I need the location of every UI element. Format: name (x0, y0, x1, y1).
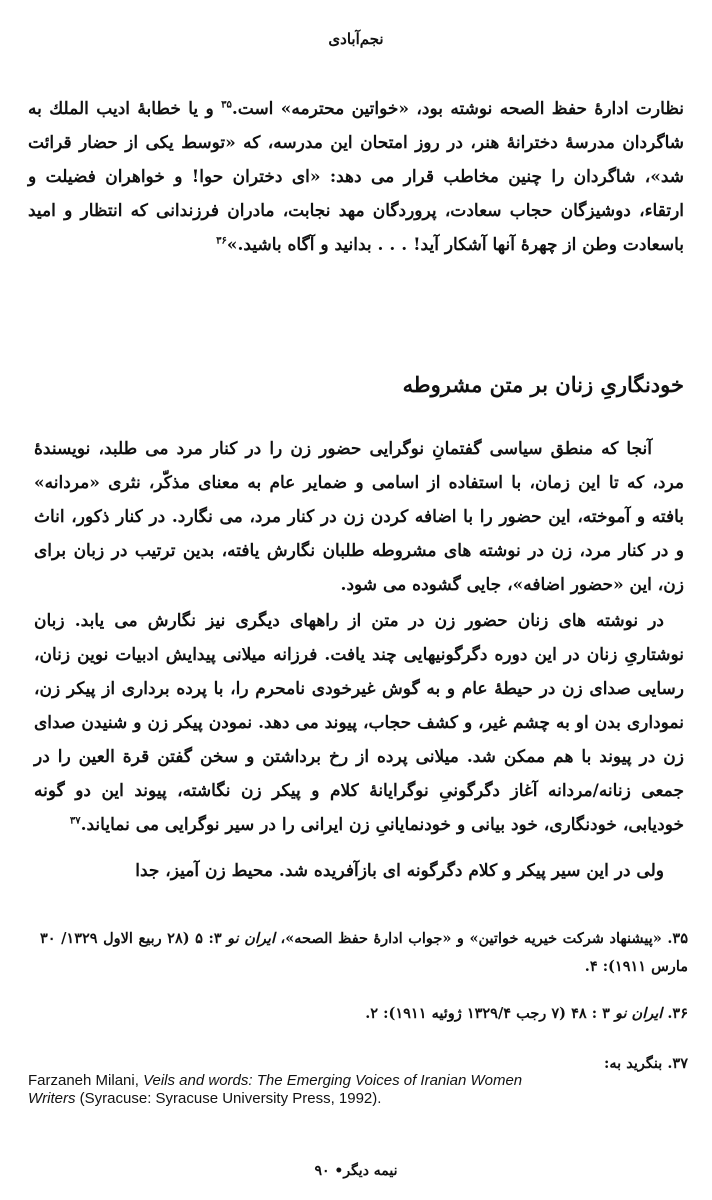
footnote-35 (40, 925, 688, 981)
footnote-37-citation (28, 1072, 548, 1108)
paragraph-4: ولی در این سیر پیكر و كلام دگرگونه ای بازآفریده شد. محیط زن آمیز، جدا (135, 861, 664, 881)
footnote-37: ۳۷. بنگرید به: (604, 1055, 688, 1072)
footnote-ref-37: ۳۷ (69, 815, 81, 827)
footnote-36-journal: ایران نو (614, 1005, 663, 1022)
citation-publisher: (Syracuse: Syracuse University Press, 1992). (75, 1090, 382, 1107)
section-heading: خودنگاریِ زنان بر متن مشروطه (402, 372, 684, 397)
footnote-ref-35: ۳۵ (221, 99, 232, 111)
footnote-35-text-b: ۳: ۵ (۲۸ ربیع الاول ۱۳۲۹/ ۳۰ مارس ۱۹۱۱): ۴. (40, 930, 688, 975)
footnote-35-text-a: ۳۵. «پیشنهاد شركت خیریه خواتین» و «جواب ادارهٔ حفظ الصحه»، (274, 930, 688, 947)
paragraph-3-text: در نوشته های زنان حضور زن در متن از راههای دیگری نیز نگارش می یابد. زبان نوشتاریِ زنان در این دوره دگرگونیهایی چند یافت. فرزانه میلانی پیدایش ادبیات نوین زنان، رسایی صدای زن در حیطهٔ عام و به گوش غیرخودی نامحرم را، با پرده برداری از پیكر زن، نموداری بدن او به چشم غیر، و كشف حجاب، پیوند می دهد. نمودن پیكر زن و شنیدن صدای زن در پیوند با هم ممكن شد. میلانی پرده از رخ برداشتن و سخن گفتن قرة العین را در جمعی زنانه/مردانه آغاز دگرگونیِ نوگرایانهٔ كلام و پیكر زن نگاشته، پیوند این دو گونه خودیابی، خودنگاری، خود بیانی و خودنمایانیِ زن ایرانی را در سیر نوگرایی می نمایاند. (34, 611, 684, 835)
footnote-35-journal: ایران نو (227, 930, 275, 947)
citation-author: Farzaneh Milani, (28, 1072, 144, 1089)
running-header: نجم‌آبادی (328, 30, 384, 48)
page-footer: نیمه دیگر• ۹۰ (314, 1163, 398, 1179)
footnote-36 (40, 1000, 688, 1028)
paragraph-2: آنجا كه منطق سیاسی گفتمانِ نوگرایی حضور زن را در كنار مرد می طلبد، نویسندهٔ مرد، كه تا این زمان، با استفاده از اسامی و ضمایر عام به معنای مذكّر، نثری «مردانه» بافته و آموخته، این حضور را با اضافه كردن زن در كنار مرد، می نگارد. در كنار ذكور، اناث و در كنار مرد، زن در نوشته های مشروطه طلبان نگارش یافته، بدین ترتیب در زبان برای زن، این «حضور اضافه»، جایی گشوده می شود. (34, 439, 684, 595)
citation-title: Veils and words: The Emerging Voices of Iranian Women Writers (28, 1072, 523, 1107)
paragraph-3 (34, 604, 684, 842)
footnote-ref-36: ۳۶ (216, 235, 227, 247)
paragraph-1 (28, 92, 684, 262)
paragraph-1-text-a: نظارت ادارهٔ حفظ الصحه نوشته بود، «خواتین محترمه» است. (231, 99, 684, 119)
footnote-36-text-a: ۳۶. (662, 1005, 688, 1022)
footnote-36-text-b: ۳ : ۴۸ (۷ رجب ۱۳۲۹/۴ ژوئیه ۱۹۱۱): ۲. (365, 1005, 615, 1022)
paragraph-1-text-b: و یا خطابهٔ ادیب الملك به شاگردان مدرسهٔ دخترانهٔ هنر، در روز امتحان این مدرسه، كه «توسط یكی از حضار قرائت شد»، شاگردان را چنین مخاطب قرار می دهد: «ای دختران حوا! و خواهران فضیلت و ارتقاء، دوشیزگان حجاب سعادت، پروردگان مهد نجابت، مادران فرزندانی كه انتظار و امید باسعادت وطن از چهرهٔ آنها آشكار آید! . . . بدانید و آگاه باشید.» (28, 99, 684, 255)
